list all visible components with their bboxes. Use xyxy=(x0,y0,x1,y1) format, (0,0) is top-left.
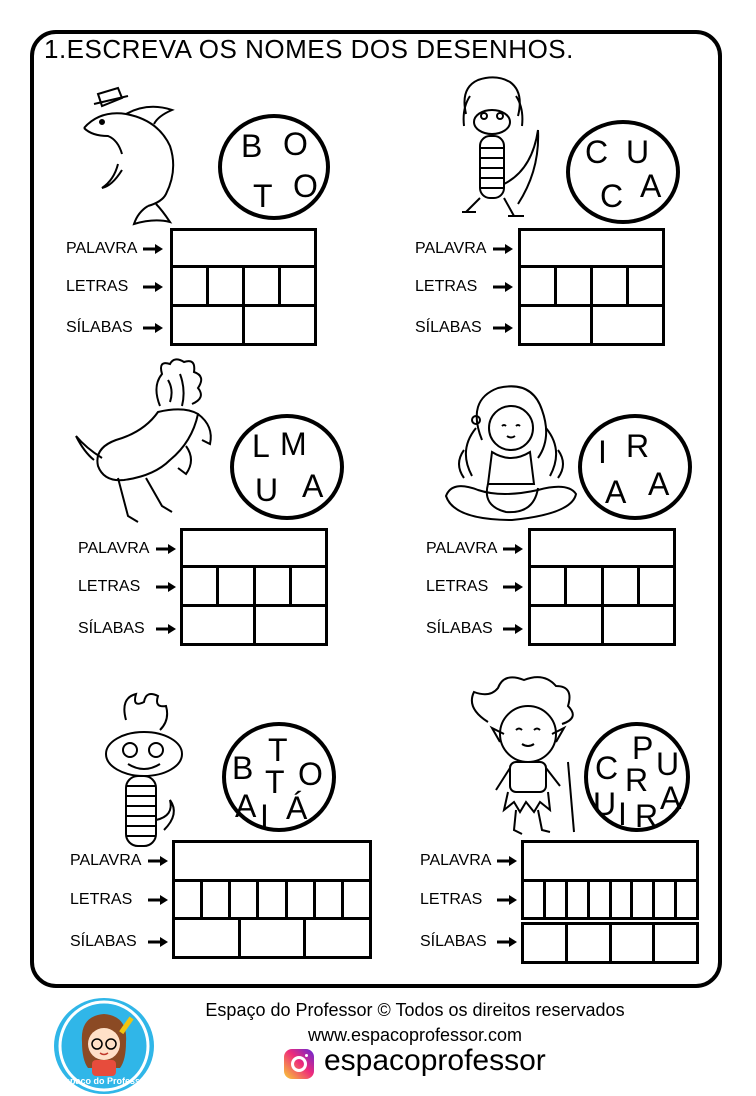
scrambled-letter: A xyxy=(235,788,257,824)
palavra-label: PALAVRA xyxy=(420,852,492,869)
letter-answer-cell[interactable] xyxy=(557,268,593,304)
syllables-answer-row xyxy=(172,917,372,959)
silabas-label: SÍLABAS xyxy=(415,319,482,336)
arrow-right-icon xyxy=(143,243,163,255)
letters-answer-row xyxy=(528,565,676,607)
letter-answer-cell[interactable] xyxy=(288,882,316,917)
scrambled-letter: Á xyxy=(286,790,308,826)
syllables-answer-row xyxy=(528,604,676,646)
syllable-answer-cell[interactable] xyxy=(173,307,245,343)
scrambled-letter: U xyxy=(626,134,650,170)
silabas-label: SÍLABAS xyxy=(426,620,493,637)
arrow-right-icon xyxy=(497,936,517,948)
letter-answer-cell[interactable] xyxy=(677,882,696,917)
website-link[interactable]: www.espacoprofessor.com xyxy=(307,1025,523,1045)
scrambled-letter: T xyxy=(253,178,273,214)
scrambled-letter: R xyxy=(625,762,649,798)
letter-answer-cell[interactable] xyxy=(640,568,673,604)
letter-answer-cell[interactable] xyxy=(231,882,259,917)
word-answer-box[interactable] xyxy=(518,228,665,268)
letters-answer-row xyxy=(172,879,372,920)
arrow-right-icon xyxy=(143,281,163,293)
syllable-answer-cell[interactable] xyxy=(531,607,604,643)
letras-label: LETRAS xyxy=(78,578,141,595)
scrambled-letter: B xyxy=(241,128,263,164)
syllable-answer-cell[interactable] xyxy=(655,925,696,961)
letter-answer-cell[interactable] xyxy=(175,882,203,917)
scrambled-letter: A xyxy=(302,468,324,504)
arrow-right-icon xyxy=(148,855,168,867)
syllable-answer-cell[interactable] xyxy=(521,307,593,343)
silabas-label: SÍLABAS xyxy=(78,620,145,637)
copyright-text: Espaço do Professor © Todos os direitos reservados xyxy=(205,1000,625,1020)
arrow-right-icon xyxy=(156,543,176,555)
syllable-answer-cell[interactable] xyxy=(306,920,369,956)
arrow-right-icon xyxy=(503,543,523,555)
letter-answer-cell[interactable] xyxy=(173,268,209,304)
scrambled-letter: A xyxy=(648,466,670,502)
letter-answer-cell[interactable] xyxy=(292,568,325,604)
arrow-right-icon xyxy=(497,855,517,867)
letter-answer-cell[interactable] xyxy=(259,882,287,917)
syllable-answer-cell[interactable] xyxy=(593,307,662,343)
letras-label: LETRAS xyxy=(70,891,133,908)
scrambled-letter: C xyxy=(595,750,619,786)
letter-answer-cell[interactable] xyxy=(183,568,219,604)
syllable-answer-cell[interactable] xyxy=(604,607,674,643)
palavra-label: PALAVRA xyxy=(78,540,150,557)
scrambled-letter: L xyxy=(252,428,270,464)
letter-answer-cell[interactable] xyxy=(604,568,640,604)
scrambled-letter: R xyxy=(635,798,659,834)
letras-label: LETRAS xyxy=(66,278,129,295)
curupira-illustration xyxy=(464,672,588,838)
letras-label: LETRAS xyxy=(415,278,478,295)
syllable-answer-cell[interactable] xyxy=(241,920,307,956)
silabas-label: SÍLABAS xyxy=(420,933,487,950)
letter-answer-cell[interactable] xyxy=(203,882,231,917)
letter-answer-cell[interactable] xyxy=(655,882,677,917)
syllables-answer-row xyxy=(170,304,317,346)
letters-answer-row xyxy=(521,879,699,920)
letters-answer-row xyxy=(518,265,665,307)
scrambled-letter: I xyxy=(260,798,269,834)
word-answer-box[interactable] xyxy=(528,528,676,568)
letter-answer-cell[interactable] xyxy=(316,882,344,917)
scrambled-letter: A xyxy=(605,474,627,510)
syllable-answer-cell[interactable] xyxy=(245,307,314,343)
letter-answer-cell[interactable] xyxy=(281,268,314,304)
letter-answer-cell[interactable] xyxy=(629,268,662,304)
mermaid-illustration xyxy=(442,380,580,526)
arrow-right-icon xyxy=(493,322,513,334)
letter-answer-cell[interactable] xyxy=(567,568,603,604)
logo-text: Espaço do Professor xyxy=(58,1076,150,1086)
scrambled-letter: I xyxy=(598,434,607,470)
scrambled-letter: A xyxy=(660,780,682,816)
syllable-answer-cell[interactable] xyxy=(183,607,256,643)
scrambled-letter: B xyxy=(232,750,254,786)
scrambled-letter: T xyxy=(268,732,288,768)
scrambled-letter: M xyxy=(280,426,307,462)
syllable-answer-cell[interactable] xyxy=(524,925,568,961)
arrow-right-icon xyxy=(497,894,517,906)
letter-answer-cell[interactable] xyxy=(219,568,255,604)
palavra-label: PALAVRA xyxy=(415,240,487,257)
arrow-right-icon xyxy=(503,581,523,593)
letter-answer-cell[interactable] xyxy=(568,882,590,917)
arrow-right-icon xyxy=(493,281,513,293)
letter-answer-cell[interactable] xyxy=(546,882,568,917)
arrow-right-icon xyxy=(503,623,523,635)
scrambled-letter: P xyxy=(632,730,654,766)
scrambled-letter: C xyxy=(600,178,624,214)
silabas-label: SÍLABAS xyxy=(70,933,137,950)
silabas-label: SÍLABAS xyxy=(66,319,133,336)
syllable-answer-cell[interactable] xyxy=(568,925,612,961)
palavra-label: PALAVRA xyxy=(66,240,138,257)
scrambled-letter: O xyxy=(298,756,323,792)
letter-answer-cell[interactable] xyxy=(256,568,292,604)
syllable-answer-cell[interactable] xyxy=(175,920,241,956)
syllable-answer-cell[interactable] xyxy=(256,607,326,643)
letter-answer-cell[interactable] xyxy=(524,882,546,917)
letters-bubble xyxy=(218,114,330,220)
letter-answer-cell[interactable] xyxy=(590,882,612,917)
letter-answer-cell[interactable] xyxy=(612,882,634,917)
headless-mule-illustration xyxy=(74,356,224,532)
scrambled-letter: O xyxy=(293,168,318,204)
dolphin-illustration xyxy=(78,84,190,226)
scrambled-letter: C xyxy=(585,134,609,170)
word-answer-box[interactable] xyxy=(170,228,317,268)
instagram-handle[interactable]: espacoprofessor xyxy=(324,1044,546,1077)
letras-label: LETRAS xyxy=(426,578,489,595)
syllables-answer-row xyxy=(518,304,665,346)
syllables-answer-row xyxy=(180,604,328,646)
letter-answer-cell[interactable] xyxy=(531,568,567,604)
letter-answer-cell[interactable] xyxy=(245,268,281,304)
word-answer-box[interactable] xyxy=(521,840,699,882)
instagram-icon[interactable] xyxy=(284,1049,314,1079)
letras-label: LETRAS xyxy=(420,891,483,908)
letter-answer-cell[interactable] xyxy=(209,268,245,304)
arrow-right-icon xyxy=(148,894,168,906)
scrambled-letter: I xyxy=(618,796,627,832)
arrow-right-icon xyxy=(143,322,163,334)
scrambled-letter: U xyxy=(656,746,680,782)
palavra-label: PALAVRA xyxy=(426,540,498,557)
scrambled-letter: U xyxy=(593,786,617,822)
arrow-right-icon xyxy=(148,936,168,948)
scrambled-letter: T xyxy=(265,764,285,800)
page-title: 1.ESCREVA OS NOMES DOS DESENHOS. xyxy=(44,34,574,64)
arrow-right-icon xyxy=(493,243,513,255)
scrambled-letter: O xyxy=(283,126,308,162)
word-answer-box[interactable] xyxy=(180,528,328,568)
arrow-right-icon xyxy=(156,581,176,593)
letter-answer-cell[interactable] xyxy=(593,268,629,304)
word-answer-box[interactable] xyxy=(172,840,372,882)
scrambled-letter: R xyxy=(626,428,650,464)
syllables-answer-row xyxy=(521,922,699,964)
arrow-right-icon xyxy=(156,623,176,635)
scrambled-letter: A xyxy=(640,168,662,204)
syllable-answer-cell[interactable] xyxy=(612,925,656,961)
letters-answer-row xyxy=(180,565,328,607)
scrambled-letter: U xyxy=(255,472,279,508)
letter-answer-cell[interactable] xyxy=(633,882,655,917)
palavra-label: PALAVRA xyxy=(70,852,142,869)
letter-answer-cell[interactable] xyxy=(344,882,369,917)
letters-answer-row xyxy=(170,265,317,307)
letter-answer-cell[interactable] xyxy=(521,268,557,304)
alligator-illustration xyxy=(452,74,544,226)
snake-illustration xyxy=(100,690,190,852)
